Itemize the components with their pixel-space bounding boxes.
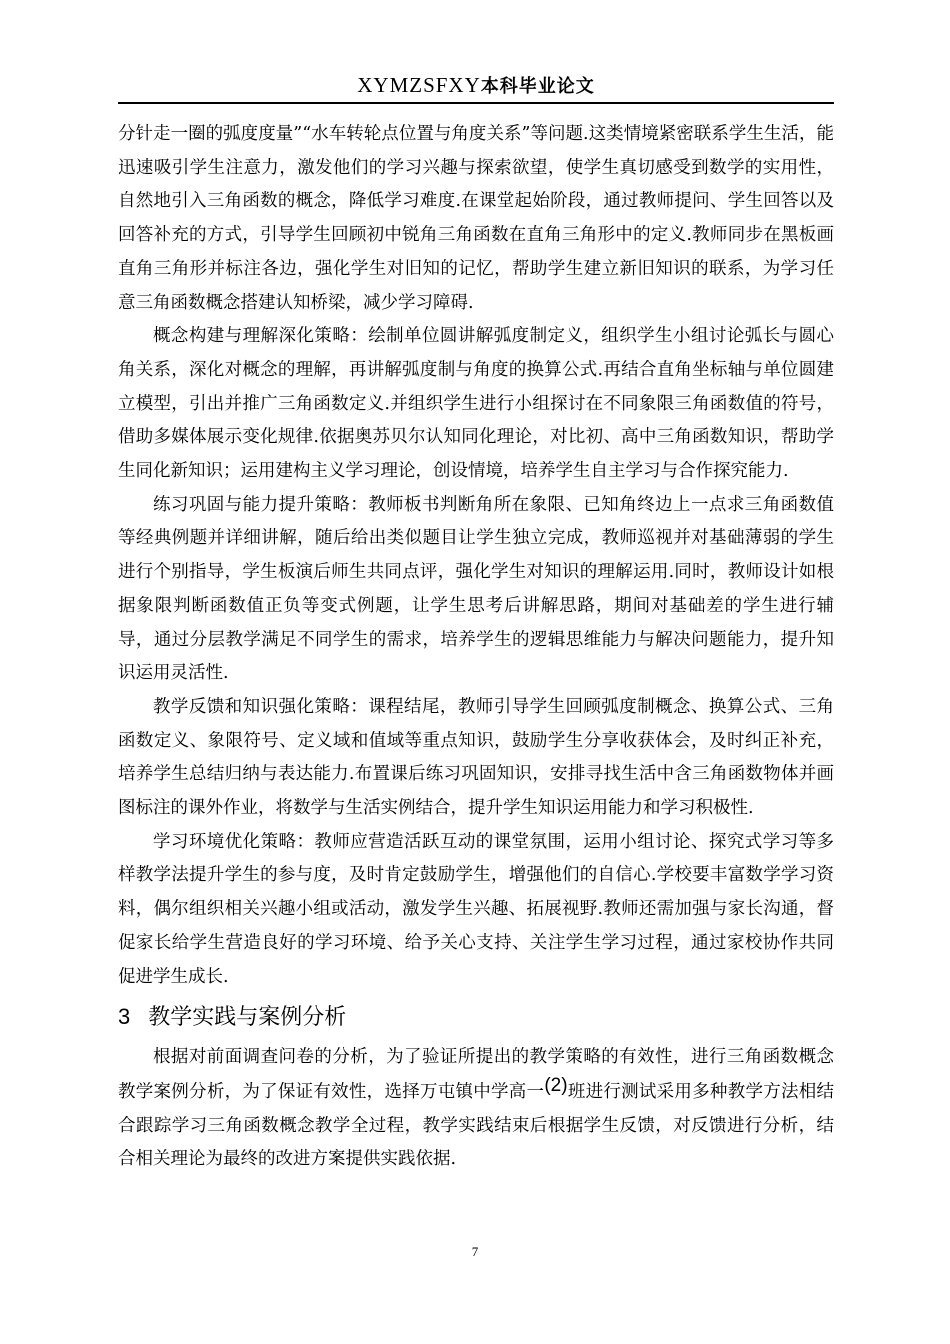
body-paragraph: 概念构建与理解深化策略：绘制单位圆讲解弧度制定义，组织学生小组讨论弧长与圆心角关系，深化对概念的理解，再讲解弧度制与角度的换算公式.再结合直角坐标轴与单位圆建立模型，引出并推广三角函数定义.并组织学生进行小组探讨在不同象限三角函数值的符号，借助多媒体展示变化规律.依据奥苏贝尔认知同化理论，对比初、高中三角函数知识，帮助学生同化新知识；运用建构主义学习理论，创设情境，培养学生自主学习与合作探究能力. <box>118 326 834 482</box>
paragraph-text: 根据对前面调查问卷的分析，为了验证所提出的教学策略的有效性，进行三角函数概念教学案例分析，为了保证有效性，选择万屯镇中学高一 <box>118 1047 834 1102</box>
running-header <box>118 70 834 100</box>
header-school-code: XYMZSFXY <box>357 73 481 97</box>
body-paragraph: 学习环境优化策略：教师应营造活跃互动的课堂氛围，运用小组讨论、探究式学习等多样教学法提升学生的参与度，及时肯定鼓励学生，增强他们的自信心.学校要丰富数学学习资料，偶尔组织相关兴趣小组或活动，激发学生兴趣、拓展视野.教师还需加强与家长沟通，督促家长给学生营造良好的学习环境、给予关心支持、关注学生学习过程，通过家校协作共同促进学生成长. <box>118 831 834 987</box>
paragraph-text: 班进行测试采用多种教学方法相结合跟踪学习三角函数概念教学全过程，教学实践结束后根据学生反馈，对反馈进行分析，结合相关理论为最终的改进方案提供实践依据. <box>118 1081 835 1170</box>
header-divider <box>118 102 834 104</box>
section-number: 3 <box>118 1004 131 1030</box>
main-content <box>118 118 834 1177</box>
class-number: (2) <box>544 1074 568 1096</box>
body-paragraph: 练习巩固与能力提升策略：教师板书判断角所在象限、已知角终边上一点求三角函数值等经典例题并详细讲解，随后给出类似题目让学生独立完成，教师巡视并对基础薄弱的学生进行个别指导，学生板演后师生共同点评，强化学生对知识的理解运用.同时，教师设计如根据象限判断函数值正负等变式例题，让学生思考后讲解思路，期间对基础差的学生进行辅导，通过分层教学满足不同学生的需求，培养学生的逻辑思维能力与解决问题能力，提升知识运用灵活性. <box>118 494 834 684</box>
section-heading <box>118 997 834 1038</box>
section-title: 教学实践与案例分析 <box>148 1005 347 1031</box>
body-paragraph <box>118 1041 834 1177</box>
body-paragraph: 教学反馈和知识强化策略：课程结尾，教师引导学生回顾弧度制概念、换算公式、三角函数定义、象限符号、定义域和值域等重点知识，鼓励学生分享收获体会，及时纠正补充，培养学生总结归纳与表达能力.布置课后练习巩固知识，安排寻找生活中含三角函数物体并画图标注的课外作业，将数学与生活实例结合，提升学生知识运用能力和学习积极性. <box>118 696 834 819</box>
page-number: 7 <box>471 1244 479 1259</box>
body-paragraph: 分针走一圈的弧度度量”“水车转轮点位置与角度关系”等问题.这类情境紧密联系学生生活，能迅速吸引学生注意力，激发他们的学习兴趣与探索欲望，使学生真切感受到数学的实用性，自然地引入三角函数的概念，降低学习难度.在课堂起始阶段，通过教师提问、学生回答以及回答补充的方式，引导学生回顾初中锐角三角函数在直角三角形中的定义.教师同步在黑板画直角三角形并标注各边，强化学生对旧知的记忆，帮助学生建立新旧知识的联系，为学习任意三角函数概念搭建认知桥梁，减少学习障碍. <box>118 124 834 313</box>
header-thesis-label: 本科毕业论文 <box>480 76 595 97</box>
